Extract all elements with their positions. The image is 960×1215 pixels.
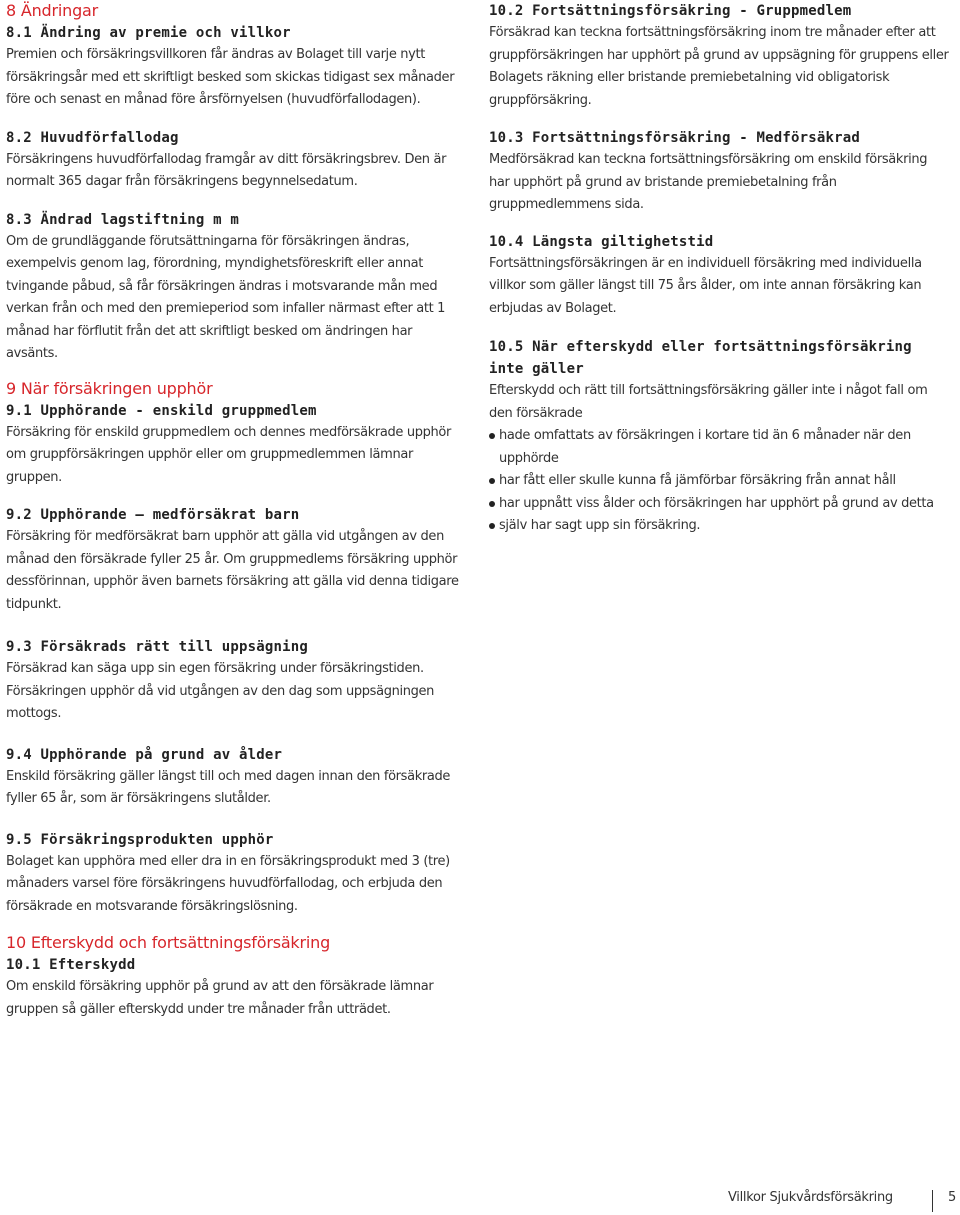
right-column (489, 0, 949, 538)
section-8-3-title: 8.3 Ändrad lagstiftning m m (6, 211, 239, 228)
section-9-4-title: 9.4 Upphörande på grund av ålder (6, 746, 283, 763)
section-8-1-title: 8.1 Ändring av premie och villkor (6, 25, 291, 41)
section-8-2-text: Försäkringens huvudförfallodag framgår av ditt försäkringsbrev. Den är normalt 365 dagar från försäkringens begynnelsedatum. (6, 151, 447, 189)
section-10-title: 10 Efterskydd och fortsättningsförsäkring (6, 933, 331, 952)
section-9-2-text: Försäkring för medförsäkrat barn upphör att gälla vid utgången av den månad den försäkrade fyller 25 år. Om gruppmedlems försäkring upphör dessförinnan, upphör även barnets försäkring att gälla vid denna tidigare tidpunkt. (6, 529, 459, 612)
section-9-3-title: 9.3 Försäkrads rätt till uppsägning (6, 639, 309, 655)
section-9-title: 9 När försäkringen upphör (6, 378, 213, 398)
section-10-2-text: Försäkrad kan teckna fortsättningsförsäkring inom tre månader efter att gruppförsäkringen har upphört på grund av uppsägning för gruppens eller Bolagets räkning eller bristande premiebetalning vid obligatorisk gruppförsäkring. (489, 25, 949, 108)
list-item: själv har sagt upp sin försäkring. (489, 515, 949, 538)
section-10-4-title: 10.4 Längsta giltighetstid (489, 233, 714, 250)
section-8-2-title: 8.2 Huvudförfallodag (6, 129, 179, 146)
footer-divider (932, 1190, 933, 1212)
page-number: 5 (948, 1190, 957, 1205)
footer-doc-title: Villkor Sjukvårdsförsäkring (728, 1190, 893, 1205)
section-10-5-title: 10.5 När efterskydd eller fortsättningsförsäkring inte gäller (489, 339, 912, 377)
section-10-5-text: Efterskydd och rätt till fortsättningsförsäkring gäller inte i något fall om den försäkrade (489, 383, 928, 421)
section-8-1-text: Premien och försäkringsvillkoren får ändras av Bolaget till varje nytt försäkringsår med ett skriftligt besked som skickas tidigast sex månader före och senast en månad före årsförnyelsen (huvudförfallodagen). (6, 47, 455, 107)
section-10-3-text: Medförsäkrad kan teckna fortsättningsförsäkring om enskild försäkring har upphört på grund av bristande premiebetalning från gruppmedlemmens sida. (489, 152, 928, 212)
list-item: hade omfattats av försäkringen i kortare tid än 6 månader när den upphörde (489, 425, 949, 470)
section-10-1-title: 10.1 Efterskydd (6, 957, 136, 973)
list-item: har uppnått viss ålder och försäkringen har upphört på grund av detta (489, 493, 949, 516)
section-8-3-text: Om de grundläggande förutsättningarna för försäkringen ändras, exempelvis genom lag, förordning, myndighetsföreskrift eller annat tvingande påbud, så får försäkringen ändras i motsvarande mån med verkan från och med den premieperiod som infaller närmast efter att 1 månad har förflutit från det att skriftligt besked om ändringen har avsänts. (6, 233, 446, 361)
section-9-5-title: 9.5 Försäkringsprodukten upphör (6, 831, 274, 848)
section-10-2-title: 10.2 Fortsättningsförsäkring - Gruppmedlem (489, 3, 852, 19)
section-9-4-text: Enskild försäkring gäller längst till och med dagen innan den försäkrade fyller 65 år, som är försäkringens slutålder. (6, 768, 451, 806)
left-column (6, 0, 464, 1021)
section-10-1-text: Om enskild försäkring upphör på grund av att den försäkrade lämnar gruppen så gäller efterskydd under tre månader från utträdet. (6, 979, 434, 1017)
section-9-2-title: 9.2 Upphörande – medförsäkrat barn (6, 507, 300, 523)
section-8-title: 8 Ändringar (6, 1, 99, 20)
section-9-1-text: Försäkring för enskild gruppmedlem och dennes medförsäkrade upphör om gruppförsäkringen upphör eller om gruppmedlemmen lämnar gruppen. (6, 424, 452, 485)
list-item: har fått eller skulle kunna få jämförbar försäkring från annat håll (489, 470, 949, 493)
section-9-3-text: Försäkrad kan säga upp sin egen försäkring under försäkringstiden. Försäkringen upphör då vid utgången av den dag som uppsägningen mottogs. (6, 661, 435, 721)
section-9-5-text: Bolaget kan upphöra med eller dra in en försäkringsprodukt med 3 (tre) månaders varsel före försäkringens huvudförfallodag, och erbjuda den försäkrade en motsvarande försäkringslösning. (6, 853, 450, 914)
section-10-4-text: Fortsättningsförsäkringen är en individuell försäkring med individuella villkor som gäller längst till 75 års ålder, om inte annan försäkring kan erbjudas av Bolaget. (489, 255, 922, 316)
section-9-1-title: 9.1 Upphörande - enskild gruppmedlem (6, 402, 317, 419)
section-10-3-title: 10.3 Fortsättningsförsäkring - Medförsäkrad (489, 130, 861, 146)
section-10-5-list (489, 425, 949, 538)
